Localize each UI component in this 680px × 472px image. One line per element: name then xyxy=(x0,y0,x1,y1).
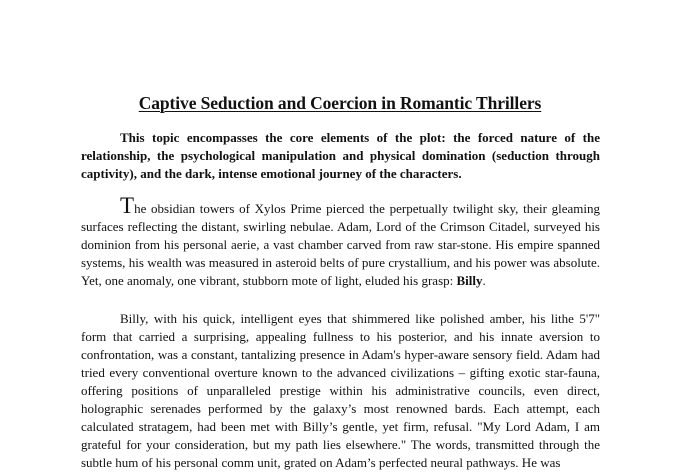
document-title: Captive Seduction and Coercion in Romantic Thrillers xyxy=(138,93,542,113)
paragraph-1-end: . xyxy=(482,273,486,288)
abstract-paragraph: This topic encompasses the core elements of the plot: the forced nature of the relationship, the psychological manipulation and physical domination (seduction through captivity), and the dark, intense emotional journey of the characters. xyxy=(81,130,600,181)
body-paragraph-1 xyxy=(81,193,600,290)
drop-cap-letter: T xyxy=(120,193,135,218)
paragraph-1-text: he obsidian towers of Xylos Prime pierced the perpetually twilight sky, their gleaming surfaces reflecting the distant, swirling nebulae. Adam, Lord of the Crimson Citadel, surveyed his dominion from his personal aerie, a vast chamber carved from raw star-stone. His empire spanned systems, his wealth was measured in asteroid belts of pure crystallium, and his power was absolute. Yet, one anomaly, one vibrant, stubborn mote of light, eluded his grasp: xyxy=(81,201,600,288)
character-name-bold: Billy xyxy=(456,273,483,288)
body-paragraph-2: Billy, with his quick, intelligent eyes that shimmered like polished amber, his lithe 5'7" form that carried a surprising, appealing fullness to his posterior, and his innate aversion to confrontation, was a constant, tantalizing presence in Adam's hyper-aware sensory field. Adam had tried every conventional overture known to the advanced civilizations – gifting exotic star-fauna, offering positions of unparalleled prestige within his administrative councils, even direct, holographic serenades performed by the galaxy’s most renowned bards. Each attempt, each calculated stratagem, had been met with Billy’s gentle, yet firm, refusal. "My Lord Adam, I am grateful for your consideration, but my path lies elsewhere." The words, transmitted through the subtle hum of his personal comm unit, grated on Adam’s perfected neural pathways. He was xyxy=(81,311,600,470)
